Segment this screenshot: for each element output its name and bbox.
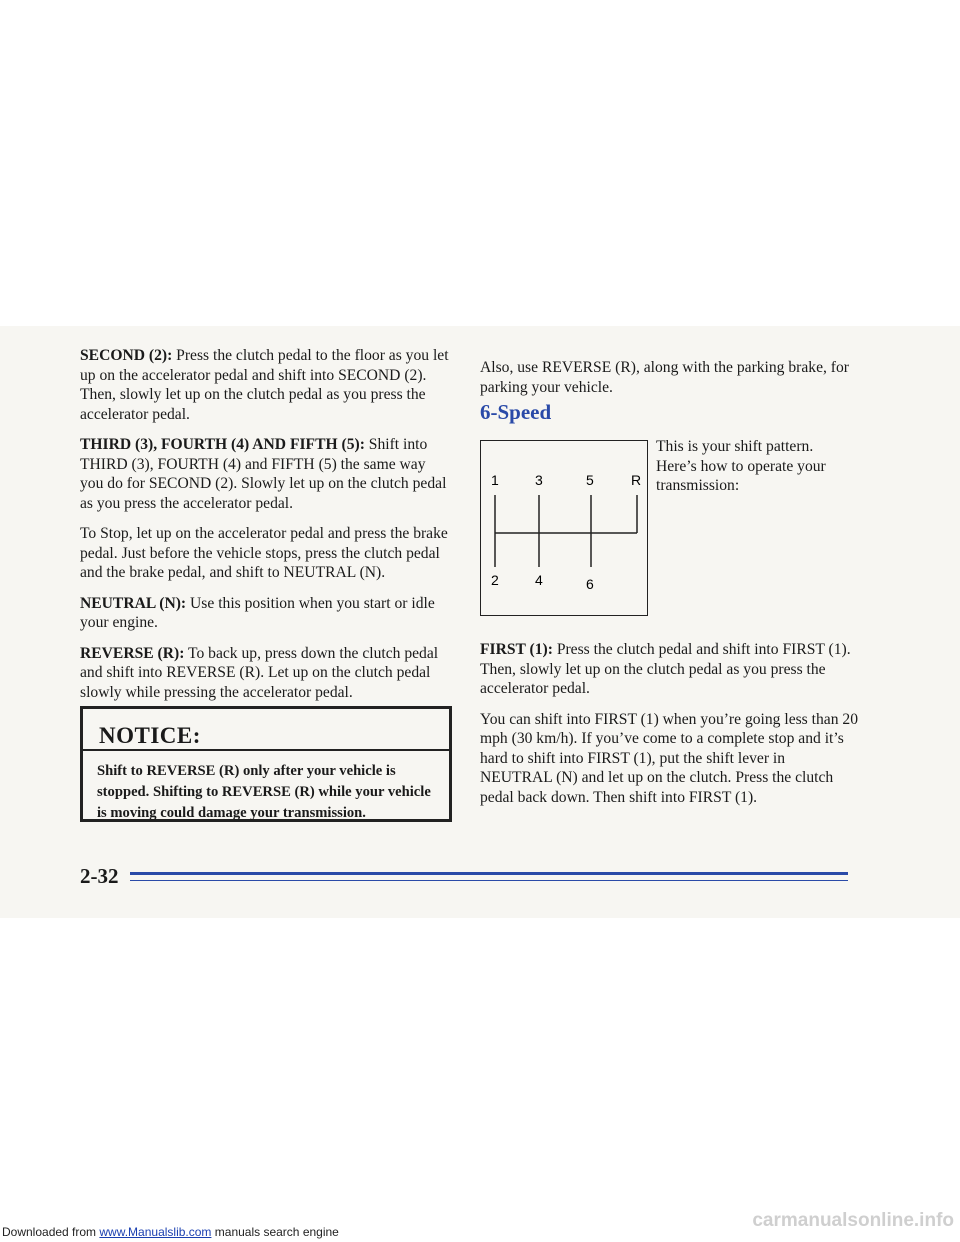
page-number: 2-32	[80, 864, 119, 888]
notice-box	[80, 706, 452, 822]
watermark: carmanualsonline.info	[752, 1210, 954, 1231]
shift-pattern-svg	[481, 441, 649, 617]
gear-label-r: R	[631, 472, 642, 488]
paragraph-also: Also, use REVERSE (R), along with the parking brake, for parking your vehicle.	[480, 359, 849, 396]
lead-third: THIRD (3), FOURTH (4) AND FIFTH (5):	[80, 436, 365, 453]
text-first: Press the clutch pedal and shift into FIRST (1). Then, slowly let up on the clutch pedal as you press the accelerator pedal.	[480, 641, 851, 697]
text-neutral: Use this position when you start or idle your engine.	[80, 594, 435, 631]
paragraph-first-more: You can shift into FIRST (1) when you’re going less than 20 mph (30 km/h). If you’ve come to a complete stop and it’s hard to shift into FIRST (1), put the shift lever in NEUTRAL (N) and let up on the clutch. Press the clutch pedal back down. Then shift into FIRST (1).	[480, 710, 858, 806]
footer-rule	[130, 872, 848, 875]
footer-suffix: manuals search engine	[211, 1225, 339, 1239]
paragraph-neutral	[80, 594, 452, 633]
lead-neutral: NEUTRAL (N):	[80, 594, 187, 612]
paragraph-third	[80, 435, 452, 513]
notice-body: Shift to REVERSE (R) only after your vehicle is stopped. Shifting to REVERSE (R) while your vehicle is moving could damage your transmission.	[97, 763, 431, 821]
shift-gate-lines	[495, 495, 637, 567]
left-column	[80, 346, 452, 713]
footer-rule-thin	[130, 880, 848, 881]
paragraph-stop: To Stop, let up on the accelerator pedal and press the brake pedal. Just before the vehicle stops, press the clutch pedal and the brake pedal, and shift to NEUTRAL (N).	[80, 525, 448, 581]
text-second: Press the clutch pedal to the floor as you let up on the accelerator pedal and shift into SECOND (2). Then, slowly let up on the clutch pedal as you press the accelerator pedal.	[80, 347, 449, 423]
shift-pattern-diagram	[480, 440, 648, 616]
notice-title: NOTICE:	[83, 709, 449, 751]
text-reverse: To back up, press down the clutch pedal and shift into REVERSE (R). Let up on the clutch pedal slowly while pressing the accelerator pedal.	[80, 644, 439, 701]
gear-label-3: 3	[535, 472, 543, 488]
section-title-6-speed: 6-Speed	[480, 400, 552, 424]
gear-label-5: 5	[586, 472, 594, 488]
diagram-caption: This is your shift pattern. Here’s how to operate your transmission:	[656, 438, 826, 494]
footer-prefix: Downloaded from	[2, 1225, 100, 1239]
text-third: Shift into THIRD (3), FOURTH (4) and FIFTH (5) the same way you do for SECOND (2). Slowly let up on the clutch pedal as you press the accelerator pedal.	[80, 436, 447, 512]
first-gear-section	[480, 640, 860, 818]
gear-label-6: 6	[586, 576, 594, 592]
gear-label-1: 1	[491, 472, 499, 488]
lead-reverse: REVERSE (R):	[80, 644, 185, 662]
manualslib-link[interactable]: www.Manualslib.com	[99, 1225, 212, 1239]
gear-label-2: 2	[491, 572, 499, 588]
lead-first: FIRST (1):	[480, 641, 553, 658]
lead-second: SECOND (2):	[80, 347, 173, 364]
paragraph-first	[480, 640, 860, 699]
paragraph-reverse	[80, 644, 452, 703]
paragraph-second	[80, 346, 452, 424]
gear-label-4: 4	[535, 572, 543, 588]
